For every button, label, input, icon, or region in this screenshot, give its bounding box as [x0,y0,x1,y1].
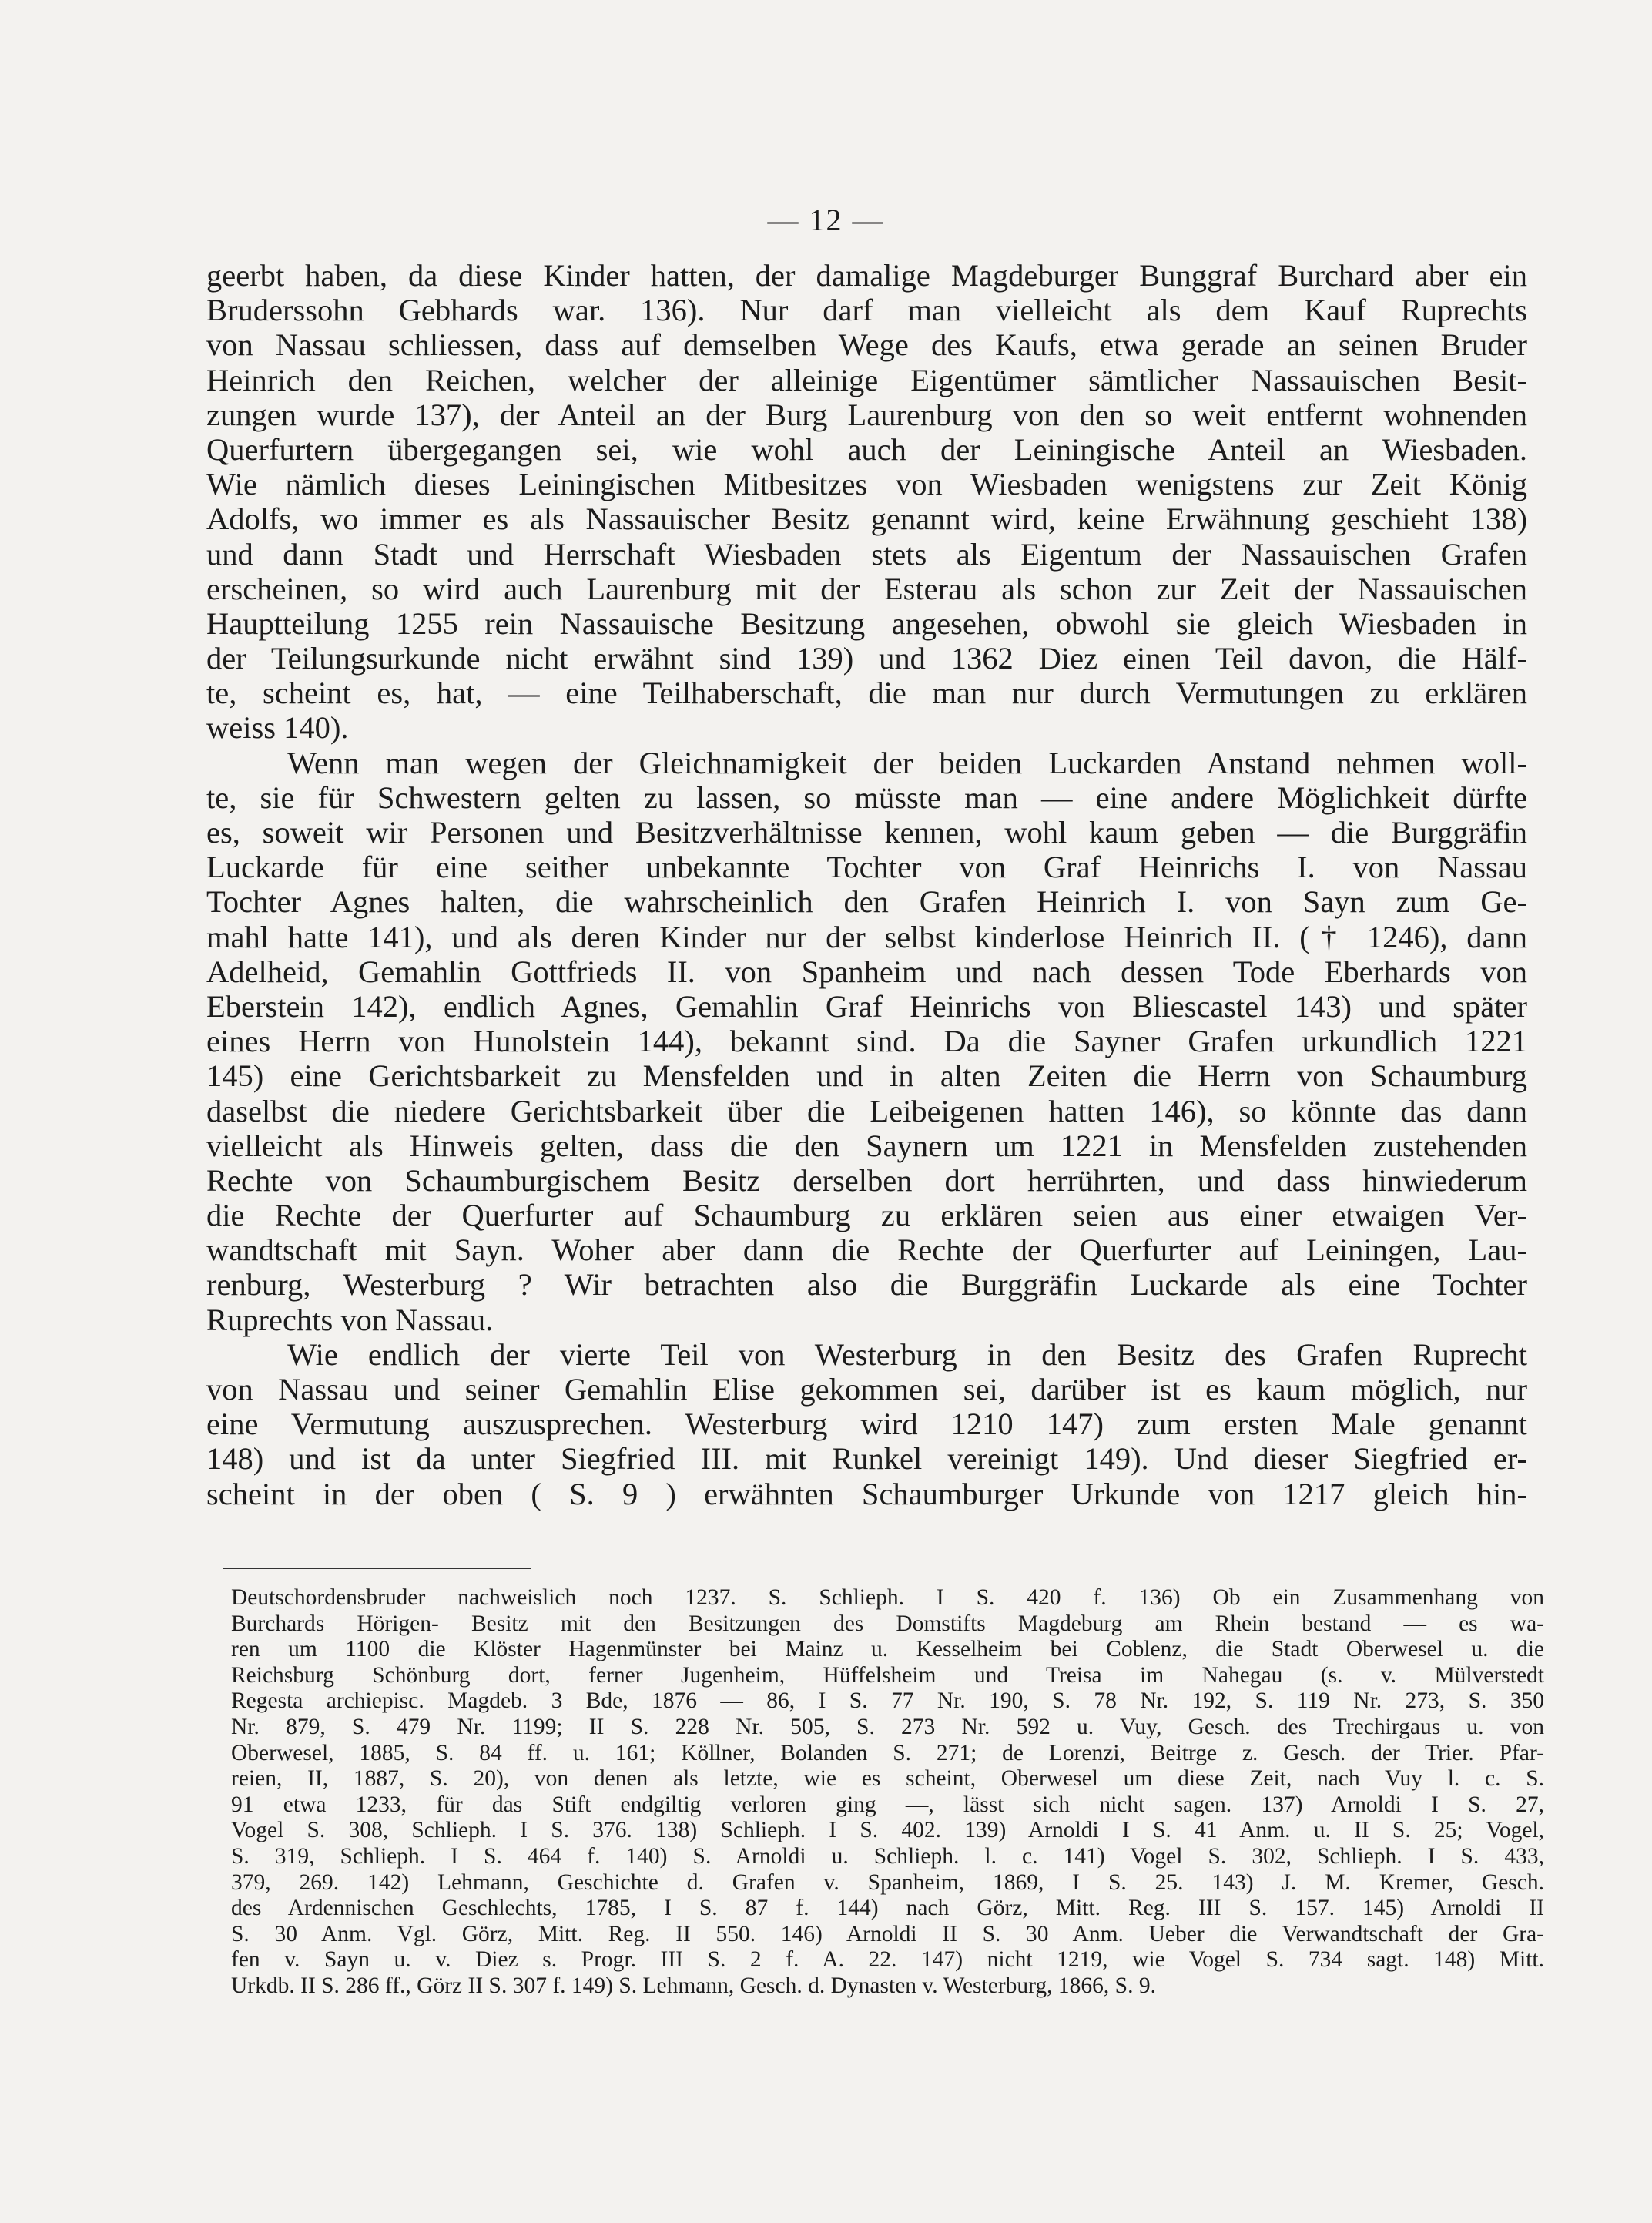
footnote-line: Oberwesel, 1885, S. 84 ff. u. 161; Köllner, Bolanden S. 271; de Lorenzi, Beitrge z. Gesch. der Trier. Pfar- [231,1740,1544,1765]
body-line: Ruprechts von Nassau. [206,1302,494,1337]
body-line: erscheinen, so wird auch Laurenburg mit der Esterau als schon zur Zeit der Nassauischen [206,571,1527,606]
footnote-line: fen v. Sayn u. v. Diez s. Progr. III S. 2 f. A. 22. 147) nicht 1219, wie Vogel S. 734 sagt. 148) Mitt. [231,1947,1544,1973]
body-line: wandtschaft mit Sayn. Woher aber dann die Rechte der Querfurter auf Leiningen, Lau- [206,1232,1527,1268]
body-line: eines Herrn von Hunolstein 144), bekannt sind. Da die Sayner Grafen urkundlich 1221 [206,1024,1527,1059]
footnote-line: Vogel S. 308, Schlieph. I S. 376. 138) Schlieph. I S. 402. 139) Arnoldi I S. 41 Anm. u. II S. 25; Vogel, [231,1818,1544,1843]
body-line: Bruderssohn Gebhards war. 136). Nur darf man vielleicht als dem Kauf Ruprechts [206,293,1527,328]
body-line: renburg, Westerburg ? Wir betrachten also die Burggräfin Luckarde als eine Tochter [206,1267,1527,1303]
body-line: vielleicht als Hinweis gelten, dass die den Saynern um 1221 in Mensfelden zustehenden [206,1128,1527,1163]
body-line: te, scheint es, hat, — eine Teilhaberschaft, die man nur durch Vermutungen zu erklären [206,676,1527,711]
body-line: und dann Stadt und Herrschaft Wiesbaden stets als Eigentum der Nassauischen Grafen [206,536,1527,572]
body-line: Querfurtern übergegangen sei, wie wohl auch der Leiningische Anteil an Wiesbaden. [206,431,1527,467]
body-line: 148) und ist da unter Siegfried III. mit Runkel vereinigt 149). Und dieser Siegfried er- [206,1441,1527,1477]
footnote-line: Nr. 879, S. 479 Nr. 1199; II S. 228 Nr. 505, S. 273 Nr. 592 u. Vuy, Gesch. des Trechirgaus u. von [231,1714,1544,1739]
body-line: Heinrich den Reichen, welcher der alleinige Eigentümer sämtlicher Nassauischen Besit- [206,362,1527,397]
footnote-line: Deutschordensbruder nachweislich noch 1237. S. Schlieph. I S. 420 f. 136) Ob ein Zusammenhang von [231,1585,1544,1610]
body-line: die Rechte der Querfurter auf Schaumburg zu erklären seien aus einer etwaigen Ver- [206,1198,1527,1233]
body-line: Luckarde für eine seither unbekannte Tochter von Graf Heinrichs I. von Nassau [206,850,1527,885]
body-line: der Teilungsurkunde nicht erwähnt sind 139) und 1362 Diez einen Teil davon, die Hälf- [206,641,1527,676]
body-line: es, soweit wir Personen und Besitzverhältnisse kennen, wohl kaum geben — die Burggräfin [206,815,1527,850]
body-line: Rechte von Schaumburgischem Besitz derselben dort herrührten, und dass hinwiederum [206,1162,1527,1198]
body-line: scheint in der oben ( S. 9 ) erwähnten Schaumburger Urkunde von 1217 gleich hin- [206,1476,1527,1511]
body-line: geerbt haben, da diese Kinder hatten, der damalige Magdeburger Bunggraf Burchard aber ein [206,258,1527,293]
body-line: Adelheid, Gemahlin Gottfrieds II. von Spanheim und nach dessen Tode Eberhards von [206,954,1527,989]
body-line: mahl hatte 141), und als deren Kinder nur der selbst kinderlose Heinrich II. († 1246), dann [206,919,1527,954]
body-text [206,258,1527,1511]
footnote-line: Regesta archiepisc. Magdeb. 3 Bde, 1876 — 86, I S. 77 Nr. 190, S. 78 Nr. 192, S. 119 Nr. 273, S. 350 [231,1688,1544,1714]
footnote-line: Urkdb. II S. 286 ff., Görz II S. 307 f. 149) S. Lehmann, Gesch. d. Dynasten v. Westerburg, 1866, S. 9. [231,1973,1156,1998]
footnote-line: reien, II, 1887, S. 20), von denen als letzte, wie es scheint, Oberwesel um diese Zeit, nach Vuy l. c. S. [231,1766,1544,1792]
body-line: Adolfs, wo immer es als Nassauischer Besitz genannt wird, keine Erwähnung geschieht 138) [206,501,1527,537]
body-line: Tochter Agnes halten, die wahrscheinlich den Grafen Heinrich I. von Sayn zum Ge- [206,884,1527,920]
body-line: Eberstein 142), endlich Agnes, Gemahlin Graf Heinrichs von Bliescastel 143) und später [206,988,1527,1024]
body-line: Wie nämlich dieses Leiningischen Mitbesitzes von Wiesbaden wenigstens zur Zeit König [206,467,1527,502]
body-line: weiss 140). [206,710,349,746]
footnote-line: des Ardennischen Geschlechts, 1785, I S. 87 f. 144) nach Görz, Mitt. Reg. III S. 157. 145) Arnoldi II [231,1896,1544,1921]
body-line: von Nassau und seiner Gemahlin Elise gekommen sei, darüber ist es kaum möglich, nur [206,1372,1527,1407]
page-number: — 12 — [767,203,885,237]
body-line: Hauptteilung 1255 rein Nassauische Besitzung angesehen, obwohl sie gleich Wiesbaden in [206,605,1527,641]
footnote-divider [223,1568,531,1569]
footnote-line: S. 30 Anm. Vgl. Görz, Mitt. Reg. II 550. 146) Arnoldi II S. 30 Anm. Ueber die Verwandtschaft der Gra- [231,1921,1544,1946]
body-line: daselbst die niedere Gerichtsbarkeit über die Leibeigenen hatten 146), so könnte das dann [206,1093,1527,1128]
body-line: eine Vermutung auszusprechen. Westerburg wird 1210 147) zum ersten Male genannt [206,1407,1527,1442]
footnote-line: S. 319, Schlieph. I S. 464 f. 140) S. Arnoldi u. Schlieph. l. c. 141) Vogel S. 302, Schlieph. I S. 433, [231,1843,1544,1869]
body-line: Wenn man wegen der Gleichnamigkeit der beiden Luckarden Anstand nehmen woll- [287,745,1527,780]
footnote-line: ren um 1100 die Klöster Hagenmünster bei Mainz u. Kesselheim bei Coblenz, die Stadt Oberwesel u. die [231,1637,1544,1662]
footnote-line: Burchards Hörigen- Besitz mit den Besitzungen des Domstifts Magdeburg am Rhein bestand — es wa- [231,1611,1544,1636]
footnote-line: Reichsburg Schönburg dort, ferner Jugenheim, Hüffelsheim und Treisa im Nahegau (s. v. Mülverstedt [231,1662,1544,1688]
footnote-line: 379, 269. 142) Lehmann, Geschichte d. Grafen v. Spanheim, 1869, I S. 25. 143) J. M. Kremer, Gesch. [231,1869,1544,1895]
body-line: Wie endlich der vierte Teil von Westerburg in den Besitz des Grafen Ruprecht [287,1336,1527,1372]
body-line: te, sie für Schwestern gelten zu lassen, so müsste man — eine andere Möglichkeit dürfte [206,780,1527,815]
footnote-line: 91 etwa 1233, für das Stift endgiltig verloren ging —, lässt sich nicht sagen. 137) Arnoldi I S. 27, [231,1792,1544,1817]
body-line: von Nassau schliessen, dass auf demselben Wege des Kaufs, etwa gerade an seinen Bruder [206,327,1527,363]
footnotes [231,1585,1544,2000]
body-line: zungen wurde 137), der Anteil an der Burg Laurenburg von den so weit entfernt wohnenden [206,397,1527,432]
body-line: 145) eine Gerichtsbarkeit zu Mensfelden und in alten Zeiten die Herrn von Schaumburg [206,1058,1527,1094]
